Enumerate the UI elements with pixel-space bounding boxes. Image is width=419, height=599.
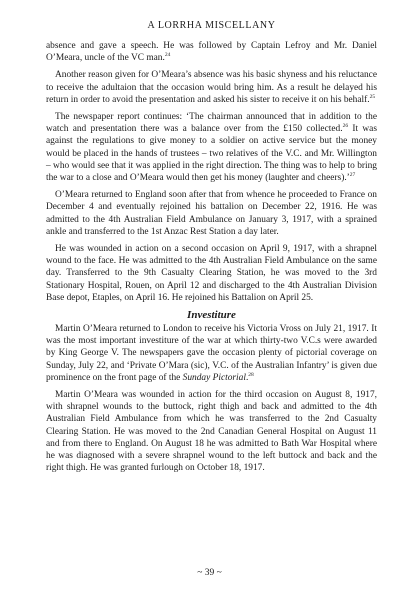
page-number: ~ 39 ~: [197, 568, 222, 578]
paragraph-text: Martin O’Meara was wounded in action for the third occasion on August 8, 1917, with shrapnel wounds to the buttock, right thigh and back and admitted to the 4th Australian Field Ambulance from which he was transferred to the 2nd Casualty Clearing Station. He was moved to the 2nd Canadian General Hospital on August 11 and from there to England. On August 18 he was admitted to Bath War Hospital where he was diagnosed with a severe shrapnel wound to the left buttock and back and the right thigh. He was granted furlough on October 18, 1917.: [46, 390, 377, 474]
paragraph-text: Martin O’Meara returned to London to receive his Victoria Vross on July 21, 1917. It was the most important investiture of the war at which thirty-two V.C.s were awarded by King George V. The newspapers gave the occasion plenty of pictorial coverage on Sunday, July 22, and ‘Private O’Mara (sic), V.C. of the Australian Infantry’ is given due prominence on the front page of the: [46, 324, 377, 383]
paragraph-text: The newspaper report continues: ‘The chairman announced that in addition to the watch and presentation there was a balance over from the £150 collected.: [46, 112, 377, 135]
paragraph: [46, 243, 377, 304]
paragraph-text: It was against the regulations to give money to a soldier on active service but the money would be placed in the hands of trustees – two relatives of the V.C. and Mr. Willington – who would see that it was applied in the right direction. The thing was to help to bring the war to a close and O’Meara would then get his money (laughter and cheers).’: [46, 124, 377, 184]
footnote-marker: 27: [349, 172, 356, 179]
footnote-marker: 24: [164, 52, 171, 59]
paragraph: [46, 323, 377, 384]
paragraph-text: .: [245, 372, 249, 383]
paragraph: [46, 69, 377, 106]
paragraph: [46, 40, 377, 64]
newspaper-title: Sunday Pictorial: [182, 372, 246, 383]
running-head: A LORRHA MISCELLANY: [147, 20, 276, 31]
paragraph: [46, 111, 377, 184]
paragraph: [46, 189, 377, 238]
footnote-marker: 25: [369, 93, 376, 100]
paragraph-text: absence and gave a speech. He was followed by Captain Lefroy and Mr. Daniel O’Meara, uncle of the VC man.: [46, 41, 377, 64]
paragraph: [46, 389, 377, 474]
paragraph-text: O’Meara returned to England soon after that from whence he proceeded to France on December 4 and eventually rejoined his battalion on December 22, 1916. He was admitted to the 4th Australian Field Ambulance on January 3, 1917, with a sprained ankle and transferred to the 1st Anzac Rest Station a day later.: [46, 190, 377, 237]
footnote-marker: 26: [342, 123, 349, 130]
footnote-marker: 28: [248, 371, 254, 378]
paragraph-text: He was wounded in action on a second occasion on April 9, 1917, with a shrapnel wound to the face. He was admitted to the 4th Australian Field Ambulance on the same day. Transferred to the 9th Casualty Clearing Station, he was moved to the 3rd Stationary Hospital, Rouen, on April 12 and discharged to the 4th Australian Division Base depot, Etaples, on April 16. He rejoined his Battalion on April 25.: [46, 244, 377, 303]
section-heading: Investiture: [187, 309, 236, 322]
paragraph-text: Another reason given for O’Meara’s absence was his basic shyness and his reluctance to receive the adultaion that the occasion would bring him. As a result he delayed his return in order to avoid the presentation and asked his sister to receive it on his behalf.: [46, 70, 377, 105]
